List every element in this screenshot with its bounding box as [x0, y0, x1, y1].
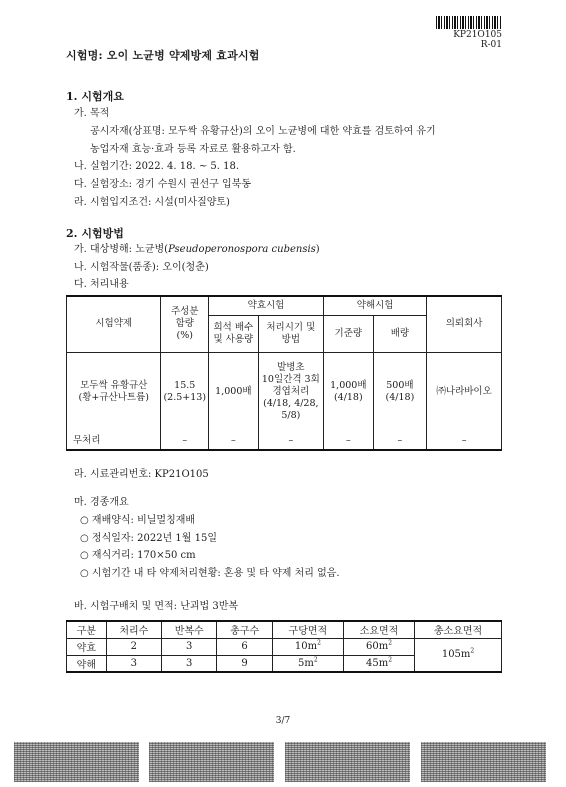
row2-double: – [373, 432, 427, 450]
treatment-table [66, 295, 502, 451]
plot-header: 총구수 [217, 621, 272, 638]
header-agent: 시험약제 [67, 296, 161, 352]
plot-header: 구분 [67, 621, 107, 638]
scan-noise-pattern [285, 742, 410, 782]
list-item: ○ 재배양식: 비닐멀칭재배 [80, 515, 196, 526]
test-location: 다. 실험장소: 경기 수원시 권선구 입북동 [74, 179, 252, 190]
row2-client: – [427, 432, 502, 450]
purpose-line-2: 농업자재 효능·효과 등록 자료로 활용하고자 함. [90, 144, 296, 155]
plot-area-per: $5m^2$ [272, 655, 343, 672]
purpose-line-1: 공시자재(상표명: 모두싹 유황규산)의 오이 노균병에 대한 약효를 검토하여 유기 [90, 126, 436, 137]
target-disease-label: 가. 대상병해: 노균병( [74, 244, 169, 255]
header-double: 배량 [373, 315, 427, 352]
row2-agent: 무처리 [67, 432, 161, 450]
target-disease [74, 243, 320, 257]
row2-standard: – [323, 432, 373, 450]
sample-number: 라. 시료관리번호: KP21O105 [74, 469, 209, 480]
scan-noise-pattern [421, 742, 546, 782]
cultivation-label: 마. 경종개요 [74, 497, 129, 508]
header-content: 주성분 함량 (%) [161, 296, 209, 352]
list-item: ○ 정식일자: 2022년 1월 15일 [80, 533, 217, 544]
plot-area-need: $45m^2$ [343, 655, 414, 672]
plot-header: 총소요면적 [415, 621, 502, 638]
row1-dilution: 1,000배 [209, 352, 259, 432]
circle-bullet-icon: ○ [80, 515, 89, 526]
test-period: 나. 실험기간: 2022. 4. 18. ~ 5. 18. [74, 161, 239, 172]
plot-count: 6 [217, 638, 272, 655]
plot-area-need: $60m^2$ [343, 638, 414, 655]
header-dilution: 희석 배수 및 사용량 [209, 315, 259, 352]
plot-area-per: $10m^2$ [272, 638, 343, 655]
treatment-label: 다. 처리내용 [74, 279, 129, 290]
disease-latin-name: Pseudoperonospora cubensis [168, 244, 316, 255]
row1-agent: 모두싹 유황규산 (황+규산나트륨) [67, 352, 161, 432]
plot-header: 구당면적 [272, 621, 343, 638]
plot-type: 약해 [67, 655, 107, 672]
plot-reps: 3 [162, 638, 217, 655]
plot-treatments: 3 [106, 655, 161, 672]
row1-standard: 1,000배 (4/18) [323, 352, 373, 432]
list-item: ○ 시험기간 내 타 약제처리현황: 혼용 및 타 약제 처리 없음. [80, 568, 340, 579]
plot-type: 약효 [67, 638, 107, 655]
header-timing: 처리시기 및 방법 [258, 315, 323, 352]
target-disease-close: ) [315, 244, 320, 255]
plot-total-area: $105m^2$ [415, 638, 502, 672]
plot-header: 소요면적 [343, 621, 414, 638]
row2-timing: – [258, 432, 323, 450]
test-crop: 나. 시험작물(품종): 오이(청춘) [74, 262, 209, 273]
table-row [67, 638, 502, 655]
section-1-heading: 1. 시험개요 [66, 90, 124, 103]
plot-count: 9 [217, 655, 272, 672]
header-client: 의뢰회사 [427, 296, 502, 352]
header-efficacy: 약효시험 [209, 296, 324, 315]
revision-code: R-01 [480, 40, 502, 50]
document-code: KP21O105 [453, 30, 502, 40]
row1-double: 500배 (4/18) [373, 352, 427, 432]
row1-content: 15.5 (2.5+13) [161, 352, 209, 432]
circle-bullet-icon: ○ [80, 568, 89, 579]
plot-layout-label: 바. 시험구배치 및 면적: 난괴법 3반복 [74, 601, 239, 612]
row2-dilution: – [209, 432, 259, 450]
circle-bullet-icon: ○ [80, 533, 89, 544]
table-row [67, 352, 502, 432]
barcode [436, 16, 502, 29]
table-row [67, 432, 502, 450]
plot-treatments: 2 [106, 638, 161, 655]
document-title: 시험명: 오이 노균병 약제방제 효과시험 [66, 49, 260, 62]
scan-noise-pattern [149, 742, 274, 782]
list-item: ○ 재식거리: 170×50 cm [80, 550, 196, 561]
page-number: 3/7 [275, 716, 291, 726]
section-2-heading: 2. 시험방법 [66, 227, 124, 240]
plot-header: 반복수 [162, 621, 217, 638]
row1-timing: 발병초 10일간격 3회 경엽처리 (4/18, 4/28, 5/8) [258, 352, 323, 432]
plot-header: 처리수 [106, 621, 161, 638]
scan-noise-pattern [14, 742, 139, 782]
circle-bullet-icon: ○ [80, 550, 89, 561]
plot-table [66, 620, 502, 673]
purpose-label: 가. 목적 [74, 108, 110, 119]
plot-reps: 3 [162, 655, 217, 672]
row1-client: ㈜나라바이오 [427, 352, 502, 432]
header-phytotoxicity: 약해시험 [323, 296, 426, 315]
site-condition: 라. 시험입지조건: 시설(미사질양토) [74, 197, 230, 208]
row2-content: – [161, 432, 209, 450]
header-standard: 기준량 [323, 315, 373, 352]
